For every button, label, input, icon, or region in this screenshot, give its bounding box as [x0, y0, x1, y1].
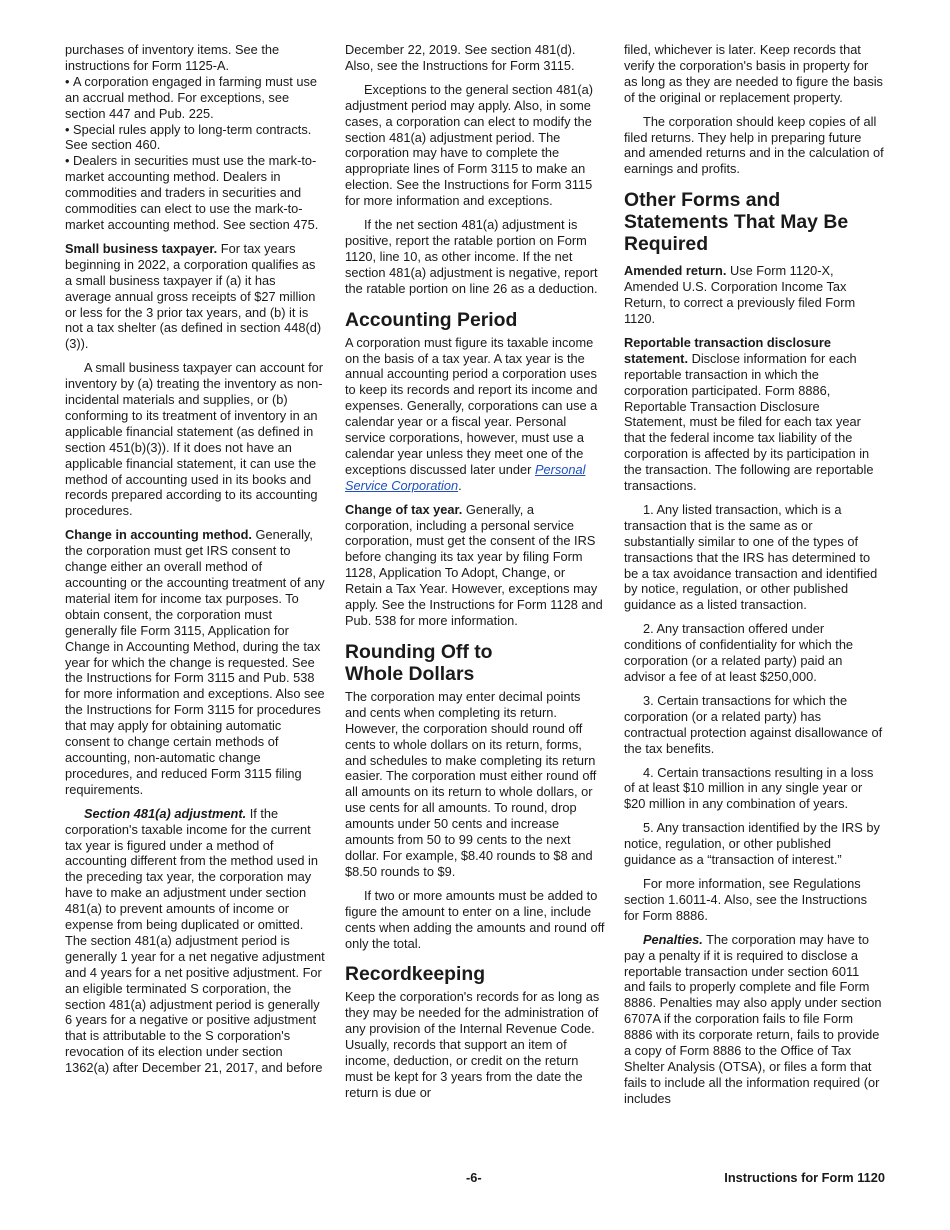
paragraph-text: Use Form 1120-X, Amended U.S. Corporation Income Tax Return, to correct a previously filed Form 1120. — [624, 263, 856, 326]
list-item: 5. Any transaction identified by the IRS by notice, regulation, or other published guidance as a “transaction of interest.” — [624, 820, 880, 868]
link-personal-service-corporation[interactable]: Personal Service Corporation — [345, 461, 586, 493]
paragraph: December 22, 2019. See section 481(d). Also, see the Instructions for Form 3115. — [345, 42, 576, 73]
paragraph — [345, 335, 605, 494]
list-item: 4. Certain transactions resulting in a loss of at least $10 million in any single year or $20 million in any combination of years. — [624, 764, 874, 812]
list-item: 2. Any transaction offered under conditions of confidentiality for which the corporation (or a related party) paid an advisor a fee of at least $250,000. — [624, 621, 854, 684]
run-in-heading: Section 481(a) adjustment. — [84, 805, 247, 821]
paragraph-amended-return — [624, 263, 884, 327]
paragraph-text: If the corporation's taxable income for the current tax year is figured under a method of accounting different from the method used in the preceding tax year, the corporation may have to make an adjustment under section 481(a) to prevent amounts of income or expense from being duplicated or omitted. The section 481(a) adjustment period is generally 1 year for a net negative adjustment and 4 years for a net positive adjustment. For an eligible terminated S corporation, the section 481(a) adjustment period is generally 6 years for a negative or positive adjustment that is attributable to the S corporation's revocation of its election under section 1362(a) after December 21, 2017, and before — [65, 805, 325, 1076]
paragraph: purchases of inventory items. See the instructions for Form 1125-A. — [65, 42, 280, 73]
list-item: 3. Certain transactions for which the corporation (or a related party) has contractual protection against disallowance of the tax benefits. — [624, 692, 883, 756]
paragraph: If the net section 481(a) adjustment is positive, report the ratable portion on Form 1120, line 10, as other income. If the net section 481(a) adjustment is negative, report the ratable portion on line 26 as a deduction. — [345, 217, 598, 296]
paragraph: The corporation should keep copies of all filed returns. They help in preparing future and amended returns and in the calculation of earnings and profits. — [624, 113, 884, 177]
paragraph: Exceptions to the general section 481(a) adjustment period may apply. Also, in some cases, a corporation can elect to modify the section 481(a) adjustment period. The corporation may have to complete the appropriate lines of Form 3115 to make an election. See the Instructions for Form 3115 for more information and exceptions. — [345, 81, 594, 209]
footer-form-title: Instructions for Form 1120 — [724, 1170, 885, 1185]
run-in-heading: Small business taxpayer. — [65, 240, 218, 256]
run-in-heading: Change of tax year. — [345, 501, 463, 517]
run-in-heading: Penalties. — [643, 931, 703, 947]
paragraph-small-business — [65, 241, 325, 352]
list-item: 1. Any listed transaction, which is a transaction that is the same as or substantially similar to one of the types of transactions that the IRS has determined to be a tax avoidance transaction and identified by notice, regulation, or other published guidance as a listed transaction. — [624, 501, 878, 613]
paragraph: filed, whichever is later. Keep records that verify the corporation's basis in property for as long as they are needed to figure the basis of the original or replacement property. — [624, 42, 883, 105]
paragraph-change-tax-year — [345, 502, 605, 629]
paragraph-text: A corporation must figure its taxable income on the basis of a tax year. A tax year is the annual accounting period a corporation uses to keep its records and report its income and expenses. Generally, corporations can use a calendar year or a fiscal year. Personal service corporations, however, must use a calendar year unless they meet one of the exceptions discussed later under — [345, 334, 598, 477]
run-in-heading: Change in accounting method. — [65, 527, 252, 543]
section-heading-other-forms: Other Forms and Statements That May Be Required — [624, 189, 849, 256]
paragraph-text: Generally, a corporation, including a personal service corporation, must get the consent of the IRS before changing its tax year by filing Form 1128, Application To Adopt, Change, or Retain a Tax Year. However, exceptions may apply. See the Instructions for Form 1128 and Pub. 538 for more information. — [345, 501, 603, 628]
column-right — [624, 42, 884, 1107]
paragraph-text: The corporation may have to pay a penalty if it is required to disclose a reportable transaction under section 6011 and fails to properly complete and file Form 8886. Penalties may also apply under section 6707A if the corporation fails to file Form 8886 with its corporate return, fails to provide a copy of Form 8886 to the Office of Tax Shelter Analysis (OTSA), or files a form that fails to include all the information required (or includes — [624, 931, 882, 1106]
paragraph-change-method — [65, 527, 325, 797]
paragraph-penalties — [624, 932, 884, 1107]
bullet-item: • A corporation engaged in farming must use an accrual method. For exceptions, see section 447 and Pub. 225. — [65, 74, 325, 122]
punctuation: . — [458, 477, 462, 493]
bullet-item: • Dealers in securities must use the mark-to-market accounting method. Dealers in commodities and traders in securities and commodities can elect to use the mark-to-market accounting method. See section 475. — [65, 153, 325, 233]
run-in-heading: Reportable transaction disclosure statement. — [624, 334, 831, 366]
paragraph: For more information, see Regulations section 1.6011-4. Also, see the Instructions for Form 8886. — [624, 875, 868, 923]
section-heading-accounting-period: Accounting Period — [345, 308, 518, 331]
paragraph: A small business taxpayer can account for inventory by (a) treating the inventory as non-incidental materials and supplies, or (b) conforming to its treatment of inventory in an applicable financial statement (as defined in section 451(b)(3)). If it does not have an applicable financial statement, it can use the method of accounting used in its books and records prepared according to its accounting procedures. — [65, 360, 323, 519]
run-in-heading: Amended return. — [624, 263, 727, 279]
column-middle — [345, 42, 605, 1101]
section-heading-rounding: Rounding Off to Whole Dollars — [345, 640, 493, 685]
paragraph-text: Generally, the corporation must get IRS consent to change either an overall method of accounting or the accounting treatment of any material item for income tax purposes. To obtain consent, the corporation must generally file Form 3115, Application for Change in Accounting Method, during the tax year for which the change is requested. See the Instructions for Form 3115 and Pub. 538 for more information and exceptions. Also see the Instructions for Form 3115 for procedures that may apply for obtaining automatic consent to change certain methods of accounting, non-automatic change procedures, and reduced Form 3115 filing requirements. — [65, 527, 325, 797]
section-heading-recordkeeping: Recordkeeping — [345, 963, 486, 986]
paragraph: If two or more amounts must be added to figure the amount to enter on a line, include cents when adding the amounts and round off only the total. — [345, 887, 605, 951]
paragraph-section-481a — [65, 806, 325, 1076]
page-number: -6- — [466, 1170, 482, 1185]
paragraph-reportable-transaction — [624, 335, 884, 494]
column-left — [65, 42, 325, 1076]
paragraph: The corporation may enter decimal points and cents when completing its return. However, the corporation should round off cents to whole dollars on its return, forms, and schedules to make completing its return easier. The corporation must either round off all amounts on its return to whole dollars, or use cents for all amounts. To round, drop amounts under 50 cents and increase amounts from 50 to 99 cents to the next dollar. For example, $8.40 rounds to $8 and $8.50 rounds to $9. — [345, 688, 597, 879]
bullet-item: • Special rules apply to long-term contracts. See section 460. — [65, 122, 325, 154]
paragraph-text: Disclose information for each reportable transaction in which the corporation participated. Form 8886, Reportable Transaction Disclosure Statement, must be filed for each tax year that the federal income tax liability of the corporation is affected by its participation in the transaction. The following are reportable transactions. — [624, 350, 874, 494]
paragraph: Keep the corporation's records for as long as they may be needed for the administration of any provision of the Internal Revenue Code. Usually, records that support an item of income, deduction, or credit on the return must be kept for 3 years from the date the return is due or — [345, 989, 600, 1100]
paragraph-text: For tax years beginning in 2022, a corporation qualifies as a small business taxpayer if (a) it has average annual gross receipts of $27 million or less for the 3 prior tax years, and (b) it is not a tax shelter (as defined in section 448(d)(3)). — [65, 240, 322, 352]
